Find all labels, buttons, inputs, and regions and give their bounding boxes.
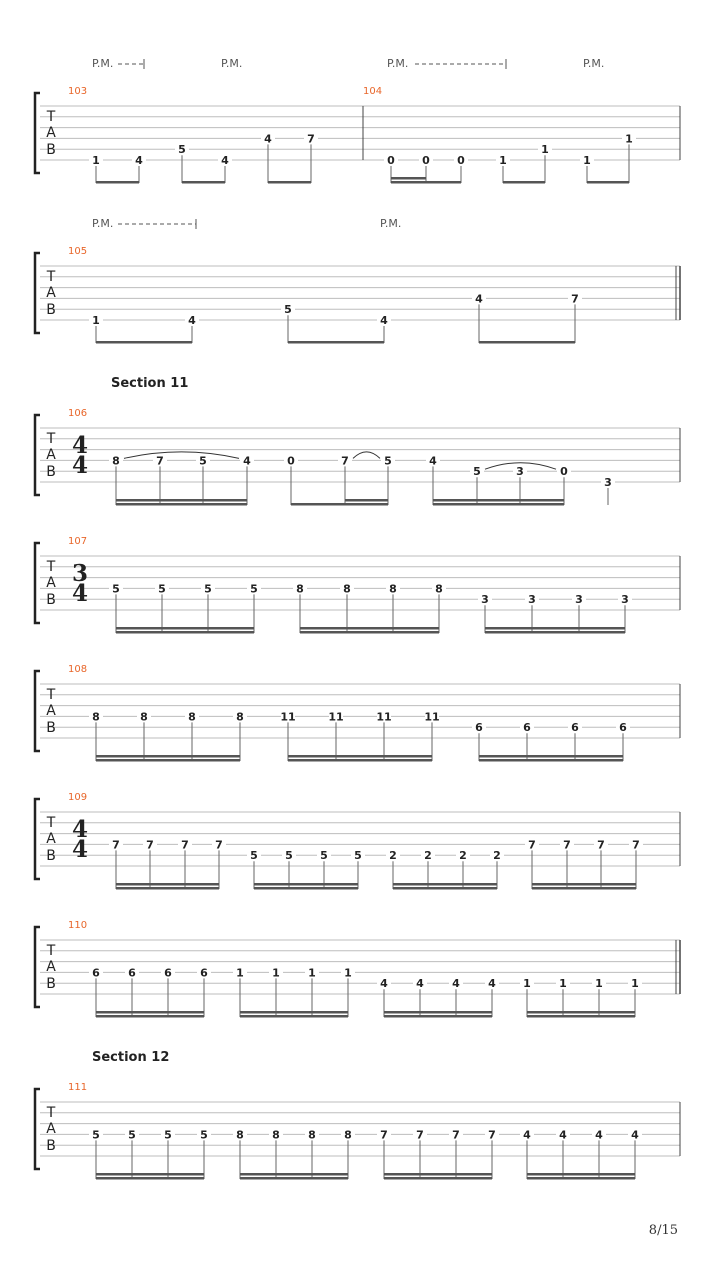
fret-number: 2 [389, 849, 397, 863]
system-bracket [35, 1089, 40, 1169]
fret-number: 5 [354, 849, 362, 863]
palm-mute-label: P.M. [380, 217, 402, 230]
fret-number: 4 [243, 454, 251, 468]
system-bracket [35, 415, 40, 495]
fret-number: 3 [575, 593, 583, 607]
beam-group [233, 1128, 355, 1179]
fret-number: 6 [571, 721, 579, 735]
fret-number: 4 [595, 1128, 603, 1142]
beam-secondary [532, 883, 636, 886]
time-signature-top: 4 [71, 816, 89, 843]
beam-primary [96, 341, 192, 344]
fret-number: 1 [272, 966, 280, 980]
measure [68, 664, 680, 762]
fret-number: 5 [384, 454, 392, 468]
fret-number: 6 [619, 721, 627, 735]
beam-group [109, 838, 226, 889]
fret-number: 4 [380, 977, 388, 991]
fret-number: 4 [475, 292, 483, 306]
fret-number: 8 [236, 1128, 244, 1142]
beam-secondary [300, 627, 439, 630]
fret-number: 0 [560, 465, 568, 479]
palm-mute-label: P.M. [92, 57, 114, 70]
fret-number: 6 [200, 966, 208, 980]
section-title: Section 12 [92, 1050, 170, 1065]
beam-secondary [345, 499, 388, 502]
measure [68, 57, 318, 184]
beam-primary [587, 181, 629, 184]
fret-number: 5 [250, 582, 258, 596]
fret-number: 8 [92, 710, 100, 724]
tab-system [35, 1050, 680, 1180]
beam-secondary [393, 883, 497, 886]
fret-number: 0 [422, 154, 430, 167]
fret-number: 4 [135, 154, 143, 167]
tab-clef-letter: B [46, 848, 56, 864]
fret-number: 7 [215, 838, 223, 852]
fret-number: 7 [181, 838, 189, 852]
fret-number: 4 [488, 977, 496, 991]
measure [68, 1082, 680, 1180]
tab-clef-letter: T [46, 431, 56, 447]
beam-group [472, 292, 582, 343]
fret-number: 4 [221, 154, 229, 167]
tie-slur [124, 452, 239, 459]
beam-primary [288, 759, 432, 762]
beam-secondary [116, 499, 247, 502]
fret-number: 7 [488, 1128, 496, 1142]
fret-number: 3 [604, 476, 612, 489]
beam-primary [479, 759, 623, 762]
measure [68, 792, 680, 890]
tab-clef-letter: A [46, 575, 56, 591]
fret-number: 1 [92, 314, 100, 327]
fret-number: 1 [631, 977, 639, 991]
measure-number: 106 [68, 408, 88, 419]
fret-number: 7 [452, 1128, 460, 1142]
fret-number: 6 [128, 966, 136, 980]
beam-primary [254, 887, 358, 890]
fret-number: 2 [493, 849, 501, 863]
palm-mute-label: P.M. [387, 57, 409, 70]
system-bracket [35, 799, 40, 879]
fret-number: 8 [140, 710, 148, 724]
fret-number: 8 [435, 582, 443, 596]
beam-primary [391, 181, 461, 184]
tab-system [35, 217, 680, 344]
fret-number: 8 [344, 1128, 352, 1142]
fret-number: 7 [597, 838, 605, 852]
tab-system [35, 376, 680, 506]
fret-number: 11 [280, 710, 296, 724]
fret-number: 5 [92, 1128, 100, 1142]
beam-secondary [391, 177, 426, 180]
tab-clef-letter: A [46, 285, 56, 301]
beam-group [377, 1128, 499, 1179]
time-signature-bottom: 4 [71, 452, 89, 479]
tab-clef-letter: T [46, 269, 56, 285]
measure [68, 536, 680, 634]
system-bracket [35, 253, 40, 333]
beam-group [89, 314, 199, 344]
beam-primary [527, 1015, 635, 1018]
fret-number: 4 [559, 1128, 567, 1142]
beam-secondary [96, 755, 240, 758]
fret-number: 6 [523, 721, 531, 735]
beam-primary [116, 631, 254, 634]
measure-number: 110 [68, 920, 88, 931]
beam-group [109, 454, 254, 505]
tab-clef-letter: B [46, 592, 56, 608]
tab-clef-letter: T [46, 943, 56, 959]
beam-secondary [96, 1011, 204, 1014]
time-signature-bottom: 4 [71, 836, 89, 863]
fret-number: 4 [429, 454, 437, 468]
beam-secondary [96, 1173, 204, 1176]
fret-number: 1 [308, 966, 316, 980]
beam-group [293, 582, 446, 633]
fret-number: 5 [284, 303, 292, 317]
fret-number: 5 [199, 454, 207, 468]
beam-primary [384, 1015, 492, 1018]
fret-number: 7 [528, 838, 536, 852]
beam-primary [485, 631, 625, 634]
fret-number: 4 [452, 977, 460, 991]
fret-number: 7 [563, 838, 571, 852]
fret-number: 5 [204, 582, 212, 596]
fret-number: 8 [236, 710, 244, 724]
beam-group [525, 838, 643, 889]
fret-number: 4 [188, 314, 196, 327]
tab-clef-letter: A [46, 447, 56, 463]
tab-system [35, 57, 680, 184]
fret-number: 8 [296, 582, 304, 596]
tab-clef-letter: T [46, 109, 56, 125]
fret-number: 1 [344, 966, 352, 980]
tab-clef-letter: T [46, 815, 56, 831]
tab-clef-letter: A [46, 831, 56, 847]
fret-number: 4 [416, 977, 424, 991]
beam-primary [291, 503, 388, 506]
beam-primary [182, 181, 225, 184]
fret-number: 1 [236, 966, 244, 980]
beam-primary [116, 503, 247, 506]
page-number: 8/15 [648, 1223, 678, 1238]
beam-primary [268, 181, 311, 184]
measure-number: 104 [363, 86, 383, 97]
system-bracket [35, 927, 40, 1007]
beam-primary [288, 341, 384, 344]
measure-number: 103 [68, 86, 88, 97]
beam-group [261, 132, 318, 183]
fret-number: 1 [499, 154, 507, 167]
fret-number: 7 [156, 454, 164, 468]
beam-primary [96, 1177, 204, 1180]
fret-number: 11 [424, 710, 440, 724]
fret-number: 7 [632, 838, 640, 852]
tab-clef-letter: T [46, 559, 56, 575]
fret-number: 1 [523, 977, 531, 991]
beam-group [384, 154, 468, 184]
beam-secondary [485, 627, 625, 630]
fret-number: 0 [287, 454, 295, 468]
beam-secondary [384, 1011, 492, 1014]
system-bracket [35, 543, 40, 623]
beam-primary [384, 1177, 492, 1180]
fret-number: 1 [92, 154, 100, 167]
time-signature-top: 3 [71, 560, 89, 587]
palm-mute-label: P.M. [221, 57, 243, 70]
fret-number: 2 [424, 849, 432, 863]
beam-primary [96, 181, 139, 184]
fret-number: 3 [481, 593, 489, 607]
beam-primary [96, 1015, 204, 1018]
fret-number: 4 [264, 132, 272, 146]
fret-number: 3 [516, 465, 524, 479]
time-signature-top: 4 [71, 432, 89, 459]
fret-number: 6 [92, 966, 100, 980]
beam-primary [393, 887, 497, 890]
fret-number: 8 [272, 1128, 280, 1142]
fret-number: 0 [387, 154, 395, 167]
fret-number: 8 [308, 1128, 316, 1142]
beam-secondary [240, 1011, 348, 1014]
beam-primary [300, 631, 439, 634]
measure-number: 109 [68, 792, 88, 803]
fret-number: 7 [146, 838, 154, 852]
fret-number: 5 [112, 582, 120, 596]
tab-clef-letter: A [46, 125, 56, 141]
tab-clef-letter: B [46, 464, 56, 480]
palm-mute-label: P.M. [583, 57, 605, 70]
time-signature-bottom: 4 [71, 580, 89, 607]
tab-system [35, 792, 680, 890]
measure [363, 57, 680, 184]
beam-secondary [527, 1011, 635, 1014]
measure-number: 108 [68, 664, 88, 675]
tab-clef-letter: B [46, 302, 56, 318]
measure-number: 105 [68, 246, 88, 257]
tab-system [35, 664, 680, 762]
fret-number: 7 [571, 292, 579, 306]
beam-group [426, 454, 571, 505]
fret-number: 5 [178, 143, 186, 157]
beam-secondary [288, 755, 432, 758]
fret-number: 5 [200, 1128, 208, 1142]
beam-group [89, 710, 247, 761]
beam-group [89, 1128, 211, 1179]
fret-number: 6 [475, 721, 483, 735]
fret-number: 7 [112, 838, 120, 852]
fret-number: 0 [457, 154, 465, 167]
beam-primary [479, 341, 575, 344]
fret-number: 5 [250, 849, 258, 863]
beam-group [601, 476, 615, 505]
system-bracket [35, 671, 40, 751]
fret-number: 1 [541, 143, 549, 157]
beam-primary [527, 1177, 635, 1180]
beam-group [233, 966, 355, 1017]
fret-number: 1 [559, 977, 567, 991]
fret-number: 8 [389, 582, 397, 596]
beam-primary [240, 1015, 348, 1018]
beam-secondary [240, 1173, 348, 1176]
beam-primary [503, 181, 545, 184]
fret-number: 4 [523, 1128, 531, 1142]
measure [68, 408, 680, 506]
fret-number: 1 [583, 154, 591, 167]
beam-secondary [433, 499, 564, 502]
measure-number: 111 [68, 1082, 88, 1093]
tab-clef-letter: A [46, 703, 56, 719]
measure-number: 107 [68, 536, 88, 547]
system-bracket [35, 93, 40, 173]
beam-primary [433, 503, 564, 506]
beam-group [89, 154, 146, 184]
beam-secondary [116, 627, 254, 630]
beam-primary [116, 887, 219, 890]
fret-number: 3 [621, 593, 629, 607]
palm-mute-label: P.M. [92, 217, 114, 230]
fret-number: 8 [188, 710, 196, 724]
beam-primary [240, 1177, 348, 1180]
fret-number: 7 [307, 132, 315, 146]
fret-number: 4 [631, 1128, 639, 1142]
fret-number: 5 [320, 849, 328, 863]
fret-number: 5 [285, 849, 293, 863]
beam-secondary [527, 1173, 635, 1176]
fret-number: 5 [473, 465, 481, 479]
tab-clef-letter: T [46, 687, 56, 703]
beam-primary [532, 887, 636, 890]
beam-secondary [254, 883, 358, 886]
tab-system [35, 920, 680, 1018]
tab-system [35, 536, 680, 634]
beam-group [520, 1128, 642, 1179]
fret-number: 8 [343, 582, 351, 596]
beam-group [580, 132, 636, 183]
fret-number: 3 [528, 593, 536, 607]
fret-number: 11 [328, 710, 344, 724]
measure [68, 920, 680, 1018]
tab-clef-letter: B [46, 720, 56, 736]
beam-group [109, 582, 261, 633]
tab-clef-letter: A [46, 959, 56, 975]
fret-number: 1 [625, 132, 633, 146]
beam-primary [96, 759, 240, 762]
fret-number: 7 [341, 454, 349, 468]
fret-number: 7 [380, 1128, 388, 1142]
tab-clef-letter: B [46, 142, 56, 158]
beam-group [280, 710, 439, 761]
tie-slur [353, 452, 380, 459]
fret-number: 5 [158, 582, 166, 596]
fret-number: 7 [416, 1128, 424, 1142]
fret-number: 8 [112, 454, 120, 468]
beam-secondary [384, 1173, 492, 1176]
beam-group [284, 454, 395, 505]
beam-secondary [116, 883, 219, 886]
fret-number: 5 [128, 1128, 136, 1142]
tab-clef-letter: B [46, 976, 56, 992]
fret-number: 1 [595, 977, 603, 991]
tab-clef-letter: B [46, 1138, 56, 1154]
fret-number: 2 [459, 849, 467, 863]
fret-number: 5 [164, 1128, 172, 1142]
measure [68, 217, 680, 344]
tab-clef-letter: T [46, 1105, 56, 1121]
tab-clef-letter: A [46, 1121, 56, 1137]
section-title: Section 11 [111, 376, 189, 391]
fret-number: 6 [164, 966, 172, 980]
beam-secondary [479, 755, 623, 758]
beam-group [89, 966, 211, 1017]
fret-number: 4 [380, 314, 388, 327]
fret-number: 11 [376, 710, 392, 724]
